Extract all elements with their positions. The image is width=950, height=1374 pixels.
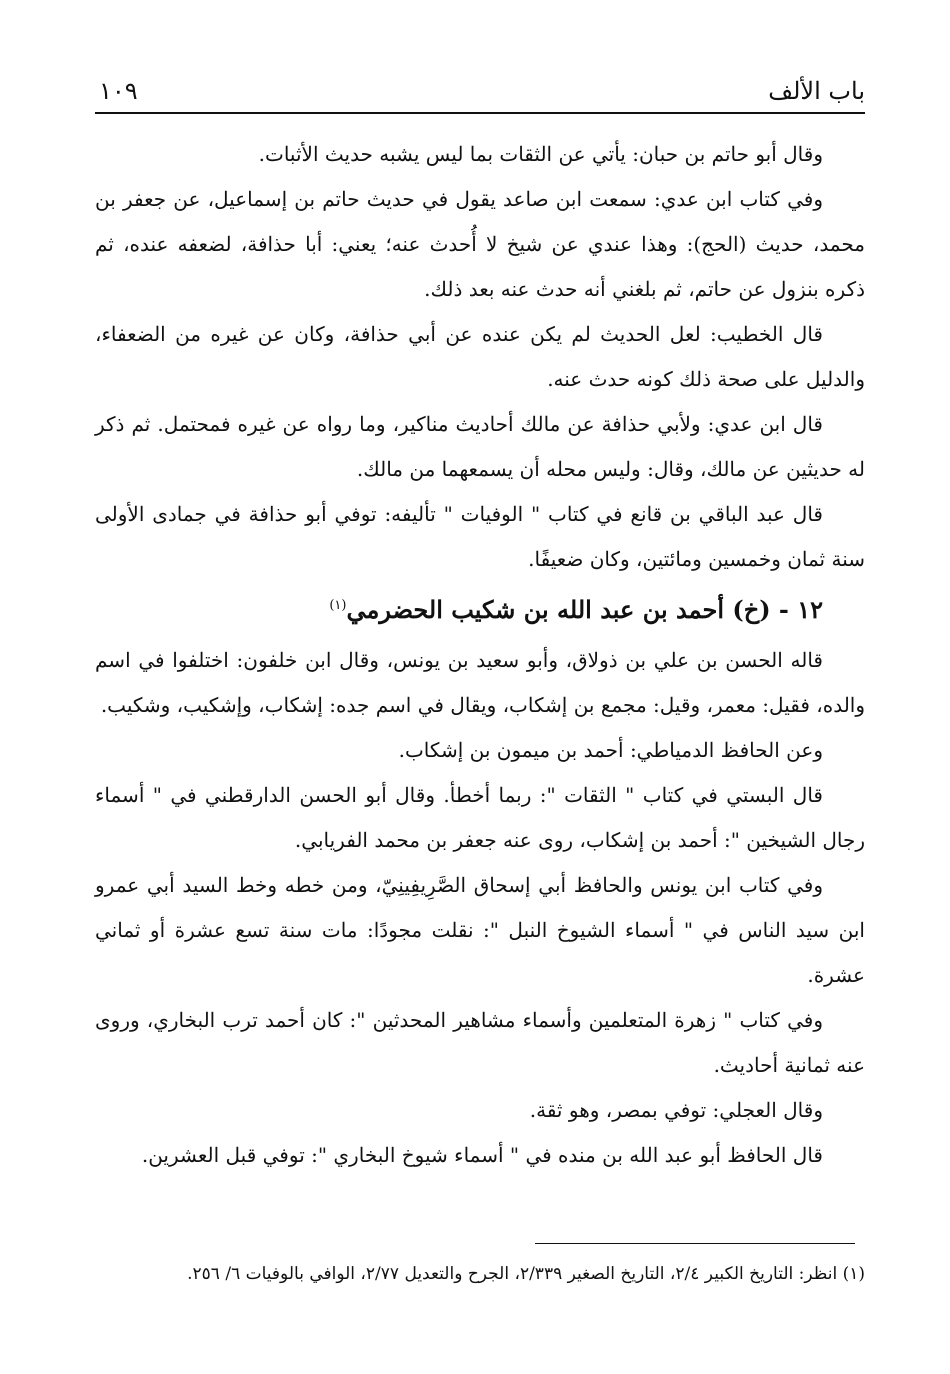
paragraph: وعن الحافظ الدمياطي: أحمد بن ميمون بن إشكاب. [398,738,823,762]
paragraph: وقال العجلي: توفي بمصر، وهو ثقة. [529,1098,823,1122]
paragraph: قاله الحسن بن علي بن ذولاق، وأبو سعيد بن يونس، وقال ابن خلفون: اختلفوا في اسم والده، فقيل: معمر، وقيل: مجمع بن إشكاب، ويقال في اسم جده: إشكاب، وإشكيب، وشكيب. [95,648,865,717]
paragraph: قال ابن عدي: ولأبي حذافة عن مالك أحاديث مناكير، وما رواه عن غيره فمحتمل. ثم ذكر له حديثين عن مالك، وقال: وليس محله أن يسمعهما من مالك. [95,412,865,481]
chapter-title: باب الألف [768,77,865,105]
main-text [95,132,865,1178]
paragraph: وفي كتاب ابن يونس والحافظ أبي إسحاق الصَّرِيفِينِيّ، ومن خطه وخط السيد أبي عمرو ابن سيد الناس في " أسماء الشيوخ النبل ": نقلت مجودًا: مات سنة تسع عشرة أو ثماني عشرة. [95,873,865,987]
paragraph: وقال أبو حاتم بن حبان: يأتي عن الثقات بما ليس يشبه حديث الأثبات. [258,142,823,166]
running-header [95,74,865,108]
footnote: (١) انظر: التاريخ الكبير ٢/٤، التاريخ الصغير ٢/٣٣٩، الجرح والتعديل ٢/٧٧، الوافي بالوفيات ٦/ ٢٥٦. [187,1264,865,1284]
paragraph: وفي كتاب ابن عدي: سمعت ابن صاعد يقول في حديث حاتم بن إسماعيل، عن جعفر بن محمد، حديث (الحج): وهذا عندي عن شيخ لا أُحدث عنه؛ يعني: أبا حذافة، لضعفه عنده، ثم ذكره بنزول عن حاتم، ثم بلغني أنه حدث عنه بعد ذلك. [95,187,865,301]
entry-heading [95,582,865,638]
footnote-reference[interactable]: (١) [329,598,347,613]
paragraph: وفي كتاب " زهرة المتعلمين وأسماء مشاهير المحدثين ": كان أحمد ترب البخاري، وروى عنه ثمانية أحاديث. [95,1008,865,1077]
footnote-rule [535,1243,855,1244]
paragraph: قال عبد الباقي بن قانع في كتاب " الوفيات " تأليفه: توفي أبو حذافة في جمادى الأولى سنة ثمان وخمسين ومائتين، وكان ضعيفًا. [95,502,865,571]
paragraph: قال الحافظ أبو عبد الله بن منده في " أسماء شيوخ البخاري ": توفي قبل العشرين. [141,1143,823,1167]
paragraph: قال الخطيب: لعل الحديث لم يكن عنده عن أبي حذافة، وكان عن غيره من الضعفاء، والدليل على صحة ذلك كونه حدث عنه. [95,322,865,391]
entry-heading-text: ١٢ - (خ) أحمد بن عبد الله بن شكيب الحضرمي [346,595,823,624]
paragraph: قال البستي في كتاب " الثقات ": ربما أخطأ. وقال أبو الحسن الدارقطني في " أسماء رجال الشيخين ": أحمد بن إشكاب، روى عنه جعفر بن محمد الفريابي. [95,783,865,852]
header-rule [95,112,865,114]
page-number: ١٠٩ [99,77,138,105]
